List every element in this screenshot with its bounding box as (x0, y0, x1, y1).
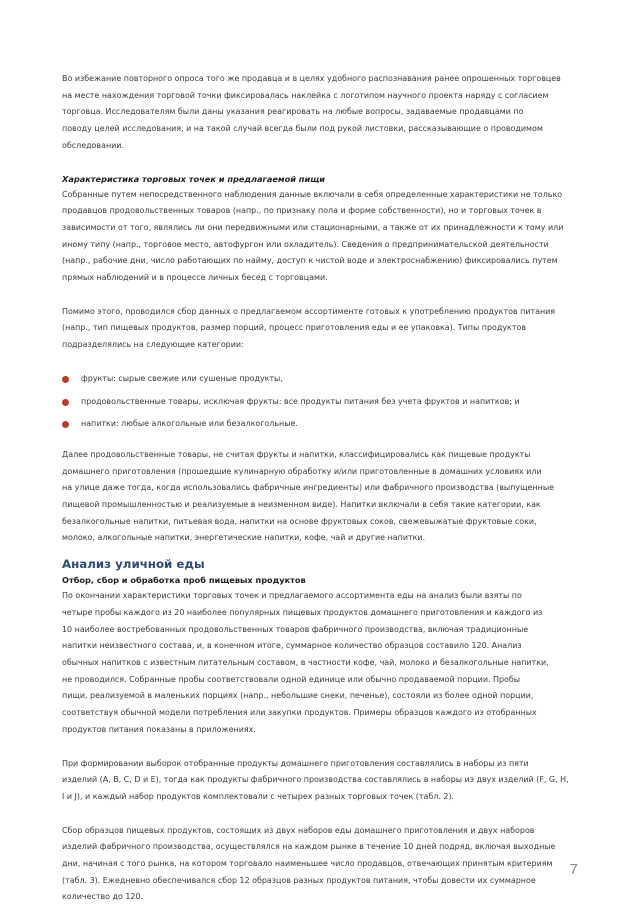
vendors-paragraph-3 (62, 447, 582, 547)
text-line: пищевой промышленностью и реализуемые в неизменном виде). Напитки включали в себя такие категории, как (62, 500, 541, 510)
text-line: изделий фабричного производства, осуществлялся на каждом рынке в течение 10 дней подряд, включая выходные (62, 842, 556, 852)
text-line: обследовании. (62, 140, 124, 150)
list-item-text: продовольственные товары, исключая фрукты: все продукты питания без учета фруктов и напитков; и (81, 396, 520, 406)
text-line: подразделялись на следующие категории: (62, 340, 244, 350)
list-item-text: напитки: любые алкогольные или безалкогольные. (81, 419, 298, 429)
text-line: количество до 120. (62, 892, 144, 902)
text-line: I и J), и каждый набор продуктов комплектовали с четырех разных торговых точек (табл. 2). (62, 791, 455, 801)
text-line: (напр., тип пищевых продуктов, размер порций, процесс приготовления еды и ее упаковка). Типы продуктов (62, 323, 527, 333)
text-line: на улице даже тогда, когда использовались фабричные ингредиенты) или фабричного производства (выпущенные (62, 483, 554, 493)
text-line: домашнего приготовления (прошедшие кулинарную обработку и/или приготовленные в домашних условиях или (62, 466, 542, 476)
text-line: дни, начиная с того рынка, на котором торговало наименьшее число продавцов, отвечающих принятым критериям (62, 859, 553, 869)
page-content (62, 71, 582, 906)
text-line: Собранные путем непосредственного наблюдения данные включали в себя определенные характеристики не только (62, 189, 563, 199)
text-line: напитки неизвестного состава, и, в конечном итоге, суммарное количество образцов составило 120. Анализ (62, 641, 522, 651)
sampling-paragraph-3 (62, 823, 582, 906)
vendors-paragraph-1 (62, 187, 582, 287)
list-item (62, 394, 582, 411)
text-line: Сбор образцов пищевых продуктов, состоящих из двух наборов еды домашнего приготовления и двух наборов (62, 825, 535, 835)
text-line: не проводился. Собранные пробы соответствовали одной единице или обычно продаваемой порции. Пробы (62, 674, 521, 684)
text-line: молоко, алкогольные напитки, энергетические напитки, кофе, чай и другие напитки. (62, 533, 426, 543)
sampling-paragraph-1 (62, 588, 582, 738)
text-line: По окончании характеристики торговых точек и предлагаемого ассортимента еды на анализ были взяты по (62, 591, 522, 601)
text-line: безалкогольные напитки, питьевая вода, напитки на основе фруктовых соков, свежевыжатые фруктовые соки, (62, 516, 537, 526)
text-line: торговца. Исследователям были даны указания реагировать на любые вопросы, задаваемые продавцами по (62, 107, 524, 117)
text-line: (табл. 3). Ежедневно обеспечивался сбор 12 образцов разных продуктов питания, чтобы довести их суммарное (62, 875, 536, 885)
bullet-dot (62, 376, 69, 383)
text-line: поводу целей исследования, и на такой случай всегда были под рукой листовки, рассказывающие о проводимом (62, 124, 543, 134)
text-line: соответствуя обычной модели потребления или закупки продуктов. Примеры образцов каждого из отобранных (62, 708, 537, 718)
food-category-list (62, 371, 582, 433)
list-item (62, 371, 582, 388)
text-line: При формировании выборок отобранные продукты домашнего приготовления составлялись в наборы из пяти (62, 758, 529, 768)
page-number: 7 (569, 861, 578, 878)
subsection-heading-sampling: Отбор, сбор и обработка проб пищевых продуктов (62, 575, 306, 586)
text-line: (напр., рабочие дни, число работающих по найму, доступ к чистой воде и электроснабжению) фиксировались путем (62, 256, 558, 266)
bullet-dot (62, 399, 69, 406)
text-line: продавцов продовольственных товаров (напр., по признаку пола и форме собственности), но и торговых точек в (62, 206, 542, 216)
text-line: Во избежание повторного опроса того же продавца и в целях удобного распознавания ранее опрошенных торговцев (62, 74, 561, 83)
section-heading-vendors: Характеристика торговых точек и предлагаемой пищи (62, 173, 325, 184)
text-line: Далее продовольственные товары, не считая фрукты и напитки, классифицировались как пищевые продукты (62, 449, 531, 459)
text-line: изделий (A, B, C, D и E), тогда как продукты фабричного производства составлялись в наборы из двух изделий (F, G, H, (62, 775, 569, 785)
text-line: прямых наблюдений и в процессе личных бесед с торговцами. (62, 273, 328, 283)
text-line: пищи, реализуемой в маленьких порциях (напр., небольшие снеки, печенье), состояли из более одной порции, (62, 691, 534, 701)
text-line: зависимости от того, являлись ли они передвижными или стационарными, а также от их принадлежности к тому или (62, 222, 564, 232)
text-line: продуктов питания показаны в приложениях. (62, 724, 256, 734)
section-title-street-food: Анализ уличной еды (62, 557, 205, 572)
text-line: 10 наиболее востребованных продовольственных товаров фабричного производства, включая традиционные (62, 624, 529, 634)
text-line: иному типу (напр., торговое место, автофургон или охладитель). Сведения о предпринимательской деятельности (62, 239, 549, 249)
text-line: на месте нахождения торговой точки фиксировалась наклейка с логотипом научного проекта наряду с согласием (62, 90, 549, 100)
sampling-paragraph-2 (62, 756, 582, 806)
list-item-text: фрукты: сырые свежие или сушеные продукты, (81, 373, 283, 383)
vendors-paragraph-2 (62, 304, 582, 354)
bullet-dot (62, 421, 69, 428)
text-line: Помимо этого, проводился сбор данных о предлагаемом ассортименте готовых к употреблению продуктов питания (62, 306, 556, 316)
text-line: обычных напитков с известным питательным составом, в частности кофе, чай, молоко и безалкогольные напитки, (62, 657, 549, 667)
text-line: четыре пробы каждого из 20 наиболее популярных пищевых продуктов домашнего приготовления и каждого из (62, 607, 543, 617)
list-item (62, 416, 582, 433)
intro-paragraph (62, 71, 582, 155)
